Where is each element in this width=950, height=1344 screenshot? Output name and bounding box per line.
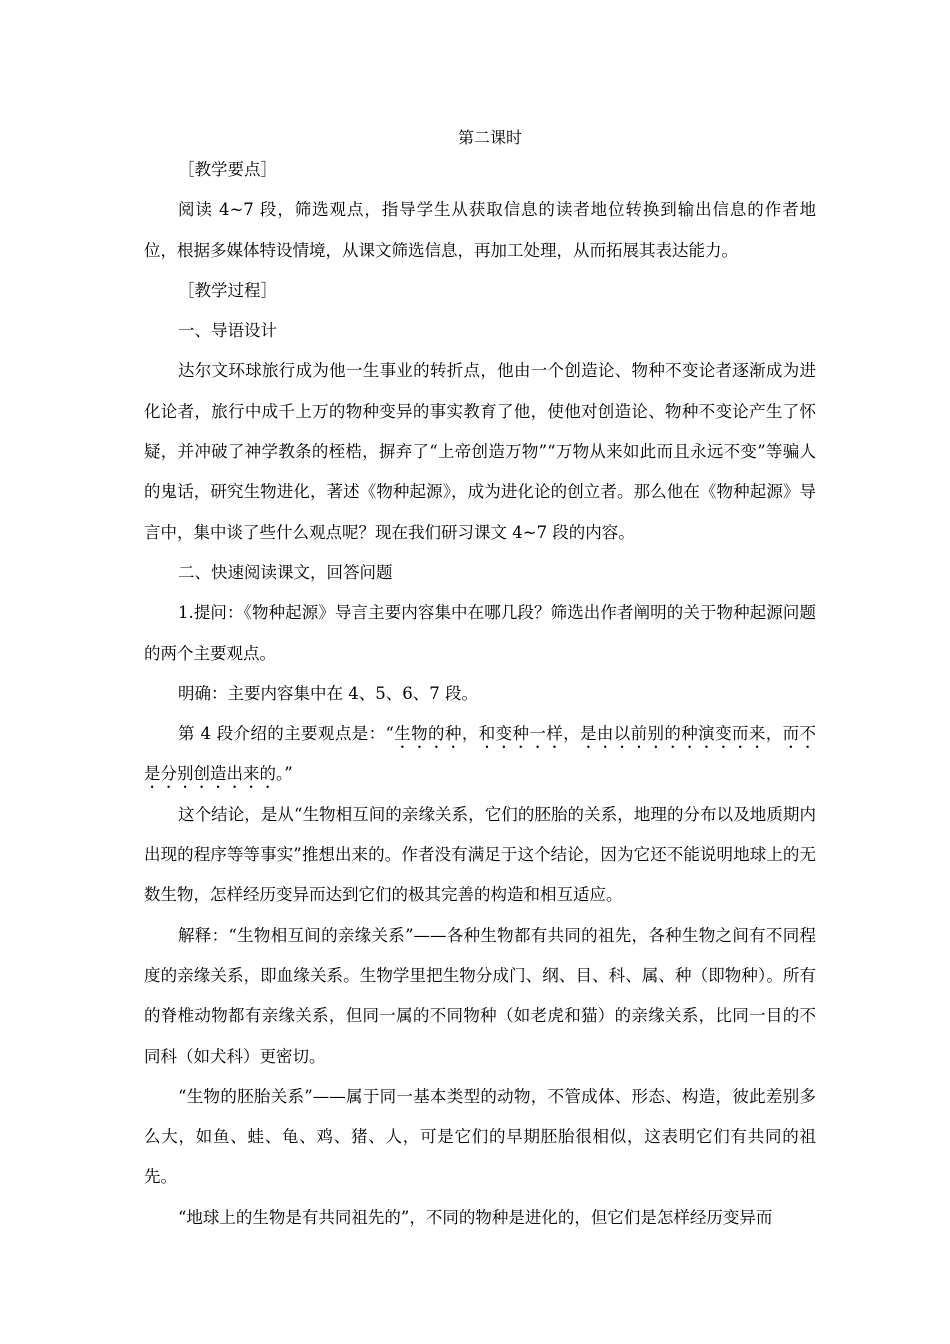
paragraph-common-ancestor: “地球上的生物是有共同祖先的”，不同的物种是进化的，但它们是怎样经历变异而 [178, 1207, 773, 1227]
paragraph-explanation-kinship: 解释：“生物相互间的亲缘关系”——各种生物都有共同的祖先，各种生物之间有不同程度的亲缘关系，即血缘关系。生物学里把生物分成门、纲、目、科、属、种（即物种）。所有的脊椎动物都有亲缘关系，但同一属的不同物种（如老虎和猫）的亲缘关系，比同一目的不同科（如犬科）更密切。 [144, 925, 816, 1066]
paragraph-introduction: 达尔文环球旅行成为他一生事业的转折点，他由一个创造论、物种不变论者逐渐成为进化论者，旅行中成千上万的物种变异的事实教育了他，使他对创造论、物种不变论产生了怀疑，并冲破了神学教条的桎梏，摒弃了“上帝创造万物”“万物从来如此而且永远不变”等骗人的鬼话，研究生物进化，著述《物种起源》，成为进化论的创立者。那么他在《物种起源》导言中，集中谈了些什么观点呢？现在我们研习课文 4~7 段的内容。 [144, 361, 816, 542]
subheading-introduction: 一、导语设计 [178, 321, 277, 341]
paragraph-main-viewpoint [144, 714, 816, 795]
viewpoint-lead: 第 4 段介绍的主要观点是：“ [178, 724, 394, 744]
section-heading-teaching-process: ［教学过程］ [178, 280, 277, 300]
subheading-quick-reading: 二、快速阅读课文，回答问题 [178, 562, 393, 582]
viewpoint-emphasized-quote: 生物的种，和变种一样，是由以前别的种演变而来，而不是分别创造出来的。 [144, 724, 816, 784]
paragraph-question: 1.提问：《物种起源》导言主要内容集中在哪几段？筛选出作者阐明的关于物种起源问题的两个主要观点。 [144, 603, 816, 663]
viewpoint-tail: ” [284, 764, 293, 784]
paragraph-answer: 明确：主要内容集中在 4、5、6、7 段。 [178, 683, 478, 703]
section-heading-teaching-points: ［教学要点］ [178, 160, 277, 179]
page-title: 第二课时 [457, 128, 522, 147]
document-body [144, 150, 816, 1238]
paragraph-conclusion: 这个结论，是从“生物相互间的亲缘关系，它们的胚胎的关系，地理的分布以及地质期内出现的程序等等事实”推想出来的。作者没有满足于这个结论，因为它还不能说明地球上的无数生物，怎样经历变异而达到它们的极其完善的构造和相互适应。 [144, 804, 816, 905]
paragraph-explanation-embryo: “生物的胚胎关系”——属于同一基本类型的动物，不管成体、形态、构造，彼此差别多么大，如鱼、蛙、龟、鸡、猪、人，可是它们的早期胚胎很相似，这表明它们有共同的祖先。 [144, 1086, 816, 1187]
paragraph-teaching-points: 阅读 4~7 段，筛选观点，指导学生从获取信息的读者地位转换到输出信息的作者地位，根据多媒体特设情境，从课文筛选信息，再加工处理，从而拓展其表达能力。 [144, 200, 816, 260]
